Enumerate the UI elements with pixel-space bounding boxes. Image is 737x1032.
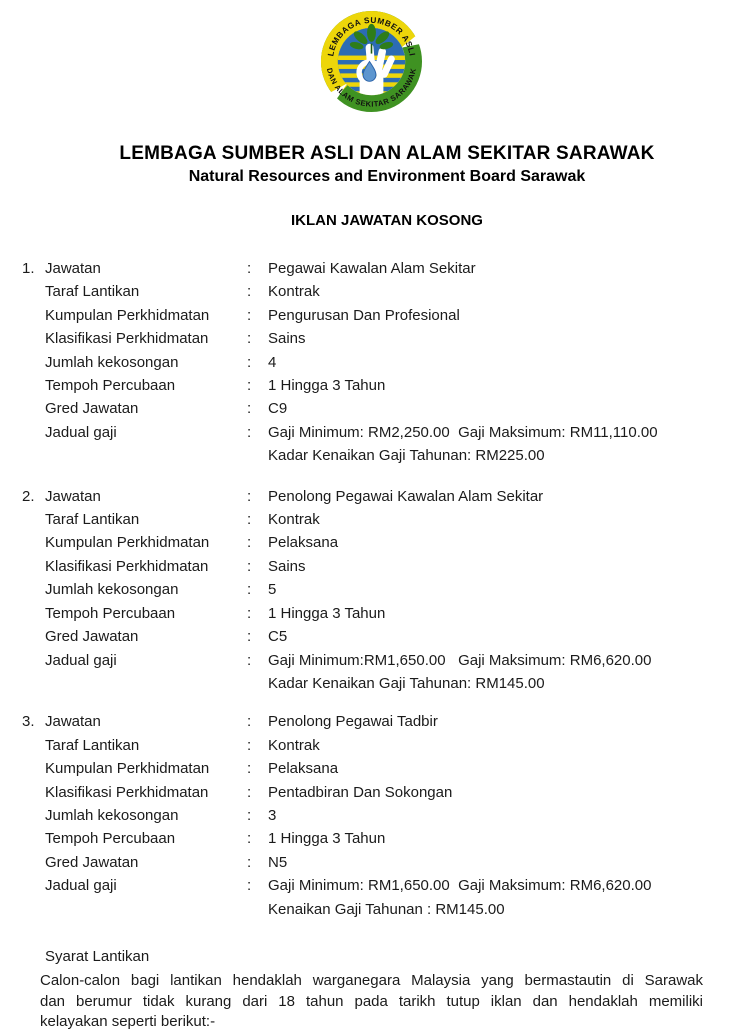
field-label: Taraf Lantikan [45, 283, 140, 301]
field-value: Pelaksana [268, 534, 339, 552]
colon-separator: : [247, 830, 252, 848]
field-value: Pegawai Kawalan Alam Sekitar [268, 260, 476, 277]
field-value: C5 [268, 628, 288, 646]
field-value: Pengurusan Dan Profesional [268, 306, 460, 324]
field-label: Tempoh Percubaan [45, 604, 176, 622]
field-value: Gaji Minimum:RM1,650.00 Gaji Maksimum: RM6,620.00 [268, 651, 652, 669]
colon-separator: : [247, 628, 252, 646]
job-section-3 [22, 710, 737, 921]
field-value: Kontrak [268, 511, 320, 529]
job-section-2 [22, 485, 737, 696]
field-label: Kumpulan Perkhidmatan [45, 306, 210, 324]
colon-separator: : [247, 783, 252, 801]
field-label: Tempoh Percubaan [45, 830, 176, 848]
field-label: Jawatan [45, 260, 101, 277]
page-subtitle: Natural Resources and Environment Board Sarawak [188, 168, 586, 185]
field-value-continuation: Kadar Kenaikan Gaji Tahunan: RM225.00 [268, 447, 545, 465]
field-value: Pelaksana [268, 760, 339, 778]
field-label: Jumlah kekosongan [45, 353, 179, 371]
colon-separator: : [247, 487, 252, 505]
field-value: N5 [268, 853, 288, 871]
field-label: Taraf Lantikan [45, 511, 140, 529]
colon-separator: : [247, 400, 252, 418]
colon-separator: : [247, 651, 252, 669]
job-number: 1. [22, 260, 35, 277]
syarat-heading: Syarat Lantikan [45, 947, 150, 965]
syarat-line: kelayakan seperti berikut:- [40, 1013, 216, 1031]
field-label: Jadual gaji [45, 651, 117, 669]
field-value-continuation: Kenaikan Gaji Tahunan : RM145.00 [268, 900, 505, 918]
colon-separator: : [247, 377, 252, 395]
job-number: 2. [22, 487, 35, 505]
logo-arc-text-top: LEMBAGA SUMBER ASLI [326, 15, 417, 57]
colon-separator: : [247, 306, 252, 324]
syarat-line: dan berumur tidak kurang dari 18 tahun pada tarikh tutup iklan dan hendaklah memiliki [40, 992, 703, 1010]
field-value: 4 [268, 353, 277, 371]
job-list [0, 257, 737, 921]
field-label: Gred Jawatan [45, 400, 139, 418]
field-label: Jadual gaji [45, 423, 117, 441]
syarat-paragraph [40, 971, 703, 1032]
field-value: Penolong Pegawai Kawalan Alam Sekitar [268, 487, 544, 505]
colon-separator: : [247, 604, 252, 622]
field-label: Kumpulan Perkhidmatan [45, 760, 210, 778]
field-label: Klasifikasi Perkhidmatan [45, 557, 209, 575]
field-value: 1 Hingga 3 Tahun [268, 377, 386, 395]
field-label: Klasifikasi Perkhidmatan [45, 783, 209, 801]
field-label: Gred Jawatan [45, 628, 139, 646]
colon-separator: : [247, 581, 252, 599]
field-label: Jadual gaji [45, 877, 117, 895]
field-label: Tempoh Percubaan [45, 377, 176, 395]
job-section-1 [22, 257, 737, 468]
field-value: Kontrak [268, 283, 320, 301]
field-label: Jumlah kekosongan [45, 581, 179, 599]
field-value: Sains [268, 557, 306, 575]
field-value: Sains [268, 330, 306, 348]
colon-separator: : [247, 736, 252, 754]
field-label: Jawatan [45, 713, 101, 731]
field-value: 1 Hingga 3 Tahun [268, 604, 386, 622]
field-label: Gred Jawatan [45, 853, 139, 871]
field-value: Gaji Minimum: RM1,650.00 Gaji Maksimum: RM6,620.00 [268, 877, 652, 895]
field-value: C9 [268, 400, 288, 418]
colon-separator: : [247, 423, 252, 441]
colon-separator: : [247, 713, 252, 731]
colon-separator: : [247, 260, 252, 277]
field-label: Jumlah kekosongan [45, 806, 179, 824]
colon-separator: : [247, 760, 252, 778]
field-label: Klasifikasi Perkhidmatan [45, 330, 209, 348]
colon-separator: : [247, 557, 252, 575]
field-label: Taraf Lantikan [45, 736, 140, 754]
job-number: 3. [22, 713, 35, 731]
colon-separator: : [247, 353, 252, 371]
syarat-line: Calon-calon bagi lantikan hendaklah warganegara Malaysia yang bermastautin di Sarawak [40, 971, 703, 989]
colon-separator: : [247, 806, 252, 824]
colon-separator: : [247, 330, 252, 348]
field-value: 5 [268, 581, 277, 599]
field-value: Gaji Minimum: RM2,250.00 Gaji Maksimum: RM11,110.00 [268, 423, 658, 441]
logo-arc-text-bottom: DAN ALAM SEKITAR SARAWAK [324, 67, 419, 109]
colon-separator: : [247, 511, 252, 529]
advert-heading: IKLAN JAWATAN KOSONG [291, 212, 483, 229]
colon-separator: : [247, 877, 252, 895]
field-value: Kontrak [268, 736, 320, 754]
field-value: 1 Hingga 3 Tahun [268, 830, 386, 848]
field-label: Jawatan [45, 487, 101, 505]
agency-logo [320, 10, 423, 113]
field-value: Penolong Pegawai Tadbir [268, 713, 438, 731]
colon-separator: : [247, 853, 252, 871]
page-title: LEMBAGA SUMBER ASLI DAN ALAM SEKITAR SARAWAK [119, 143, 655, 164]
colon-separator: : [247, 283, 252, 301]
field-label: Kumpulan Perkhidmatan [45, 534, 210, 552]
field-value-continuation: Kadar Kenaikan Gaji Tahunan: RM145.00 [268, 674, 545, 692]
colon-separator: : [247, 534, 252, 552]
field-value: Pentadbiran Dan Sokongan [268, 783, 453, 801]
field-value: 3 [268, 806, 277, 824]
